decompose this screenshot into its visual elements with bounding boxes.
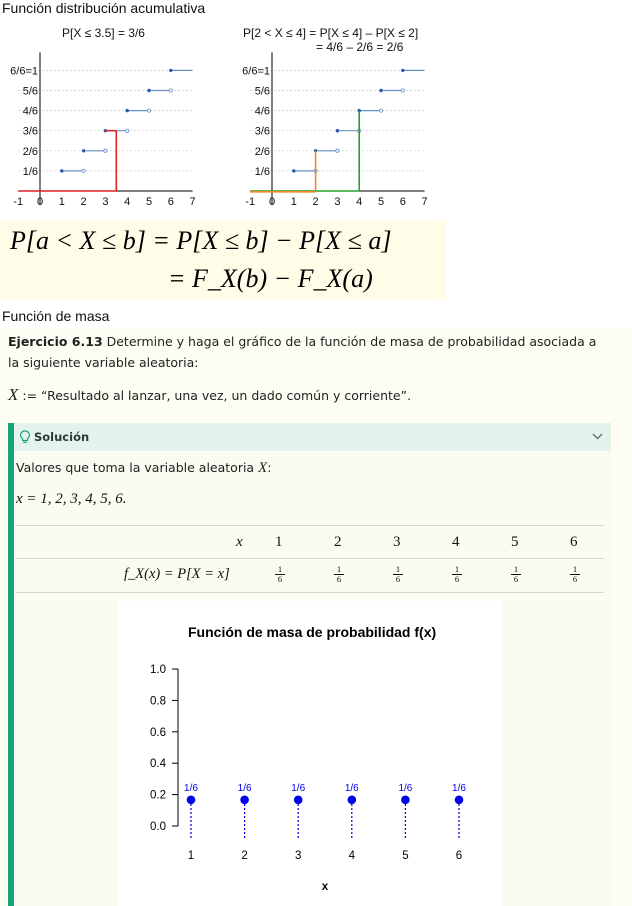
pmf-y-tick-label: 1.0 [150, 664, 166, 676]
prob-numerator: 1 [334, 565, 344, 575]
pmf-point [240, 796, 249, 805]
pmf-data-label: 1/6 [184, 782, 198, 794]
table-mid-rule [16, 558, 604, 559]
pmf-y-tick-label: 0.6 [150, 726, 166, 739]
cdf-x-tick-label: 3 [102, 196, 109, 208]
pmf-point [348, 796, 357, 805]
cdf-closed-point [82, 149, 85, 152]
pmf-x-tick-label: 1 [187, 850, 195, 862]
cdf-section-title: Función distribución acumulativa [2, 0, 206, 16]
cdf-y-tick-label: 5/6 [22, 85, 38, 98]
pmf-x-axis-label: x [321, 881, 329, 893]
table-bottom-rule [16, 592, 604, 593]
prob-numerator: 1 [275, 565, 285, 575]
table-prob-cell [511, 565, 521, 584]
prob-denominator: 6 [454, 574, 460, 584]
cdf-closed-point [126, 109, 129, 112]
solution-values-label: Valores que toma la variable aleatoria [16, 460, 259, 475]
cdf-open-point [379, 109, 382, 112]
cdf-closed-point [147, 89, 150, 92]
cdf-x-tick-label: 5 [145, 196, 153, 208]
cdf-y-tick-label: 3/6 [254, 125, 270, 138]
prob-numerator: 1 [570, 565, 580, 575]
pmf-x-tick-label: 3 [294, 850, 302, 862]
cdf-right-caption-line2: = 4/6 – 2/6 = 2/6 [316, 40, 404, 54]
cdf-closed-point [60, 169, 63, 172]
exercise-statement [8, 331, 598, 373]
cdf-y-tick-label: 3/6 [22, 125, 38, 138]
pmf-x-tick-label: 6 [455, 850, 463, 862]
lightbulb-icon [19, 430, 31, 444]
chevron-down-icon[interactable] [592, 433, 603, 440]
table-top-rule [16, 525, 604, 526]
table-header-cell: 6 [570, 534, 578, 550]
pmf-point [187, 796, 196, 805]
cdf-open-point [401, 89, 404, 92]
table-prob-cell [275, 565, 285, 584]
pmf-data-label: 1/6 [398, 782, 413, 794]
cdf-closed-point [379, 89, 382, 92]
prob-denominator: 6 [277, 574, 283, 584]
pmf-data-label: 1/6 [291, 782, 306, 794]
cdf-open-point [147, 109, 150, 112]
exercise-var: X [8, 385, 19, 404]
table-prob-cell [570, 565, 580, 584]
cdf-open-point [104, 149, 107, 152]
solution-values-line: x = 1, 2, 3, 4, 5, 6. [16, 491, 127, 507]
cdf-x-tick-label: -1 [245, 196, 256, 208]
cdf-x-tick-label: 6 [399, 196, 406, 208]
formula-line2: = F_X(b) − F_X(a) [168, 264, 373, 293]
pmf-y-tick-label: 0.8 [150, 695, 166, 708]
pmf-x-tick-label: 2 [241, 850, 248, 862]
pmf-point [294, 796, 303, 805]
cdf-x-tick-label: 7 [421, 196, 428, 208]
table-header-cell: 4 [452, 534, 460, 550]
table-header-cell: 2 [334, 534, 342, 550]
cdf-y-tick-label: 6/6=1 [242, 65, 270, 78]
pmf-x-tick-label: 5 [402, 850, 409, 862]
solution-values-colon: : [267, 460, 272, 475]
cdf-x-tick-label: 0 [36, 196, 44, 208]
formula-line1: P[a < X ≤ b] = P[X ≤ b] − P[X ≤ a] [10, 226, 392, 255]
formula-box [0, 220, 446, 300]
table-row-label: f_X(x) = P[X = x] [124, 566, 230, 582]
cdf-x-tick-label: 2 [80, 196, 87, 208]
pmf-data-label: 1/6 [237, 782, 252, 794]
solution-header[interactable] [14, 423, 611, 451]
prob-numerator: 1 [393, 565, 403, 575]
pmf-data-label: 1/6 [344, 782, 359, 794]
cdf-closed-point [336, 129, 339, 132]
exercise-def: := “Resultado al lanzar, una vez, un dado común y corriente”. [18, 388, 412, 403]
prob-denominator: 6 [513, 574, 519, 584]
pmf-chart [118, 650, 502, 906]
table-header-cell: 5 [511, 534, 519, 550]
prob-numerator: 1 [452, 565, 462, 575]
cdf-x-tick-label: 1 [290, 196, 297, 208]
cdf-open-point [169, 89, 172, 92]
cdf-x-tick-label: 4 [356, 196, 363, 208]
cdf-y-tick-label: 2/6 [254, 145, 270, 158]
exercise-definition [8, 385, 411, 405]
cdf-x-tick-label: 1 [58, 196, 65, 208]
prob-numerator: 1 [511, 565, 521, 575]
pmf-y-tick-label: 0.2 [150, 789, 166, 802]
cdf-y-tick-label: 2/6 [22, 145, 38, 158]
cdf-x-tick-label: 7 [189, 196, 196, 208]
pmf-point [455, 796, 464, 805]
cdf-closed-point [169, 69, 172, 72]
table-prob-cell [393, 565, 403, 584]
pmf-x-tick-label: 4 [348, 850, 356, 862]
pmf-point [401, 796, 410, 805]
cdf-y-tick-label: 6/6=1 [10, 65, 38, 78]
cdf-x-tick-label: 3 [334, 196, 341, 208]
cdf-x-tick-label: -1 [13, 196, 24, 208]
cdf-open-point [336, 149, 339, 152]
cdf-x-tick-label: 5 [377, 196, 385, 208]
pmf-data-label: 1/6 [452, 782, 466, 794]
pmf-y-tick-label: 0.4 [150, 758, 166, 771]
table-header-cell: 1 [275, 534, 283, 550]
cdf-closed-point [292, 169, 295, 172]
exercise-label: Ejercicio 6.13 [8, 334, 103, 349]
prob-denominator: 6 [572, 574, 578, 584]
cdf-left-caption: P[X ≤ 3.5] = 3/6 [62, 26, 145, 40]
cdf-left-chart [0, 50, 215, 215]
cdf-y-tick-label: 4/6 [254, 105, 270, 118]
exercise-text: Determine y haga el gráfico de la función de masa de probabilidad asociada a la siguiente variable aleatoria: [8, 334, 597, 370]
cdf-y-tick-label: 4/6 [22, 105, 38, 118]
cdf-open-point [126, 129, 129, 132]
solution-title: Solución [34, 430, 90, 444]
cdf-right-chart [232, 50, 447, 215]
table-prob-cell [452, 565, 462, 584]
cdf-x-tick-label: 6 [167, 196, 174, 208]
cdf-right-caption-line1: P[2 < X ≤ 4] = P[X ≤ 4] – P[X ≤ 2] [243, 26, 419, 40]
cdf-x-tick-label: 0 [268, 196, 276, 208]
prob-denominator: 6 [395, 574, 401, 584]
pmf-section-title: Función de masa [2, 308, 110, 324]
cdf-closed-point [401, 69, 404, 72]
cdf-open-point [82, 169, 85, 172]
solution-values-var: X [258, 460, 268, 476]
cdf-y-tick-label: 1/6 [22, 165, 38, 178]
table-header-label: x [236, 534, 243, 550]
prob-denominator: 6 [336, 574, 342, 584]
cdf-y-tick-label: 5/6 [254, 85, 270, 98]
cdf-y-tick-label: 1/6 [254, 165, 270, 178]
cdf-x-tick-label: 2 [312, 196, 319, 208]
table-header-cell: 3 [393, 534, 401, 550]
cdf-x-tick-label: 4 [124, 196, 131, 208]
solution-values-text [16, 460, 271, 477]
pmf-y-tick-label: 0.0 [150, 821, 166, 833]
table-prob-cell [334, 565, 344, 584]
pmf-chart-title: Función de masa de probabilidad f(x) [188, 624, 437, 640]
